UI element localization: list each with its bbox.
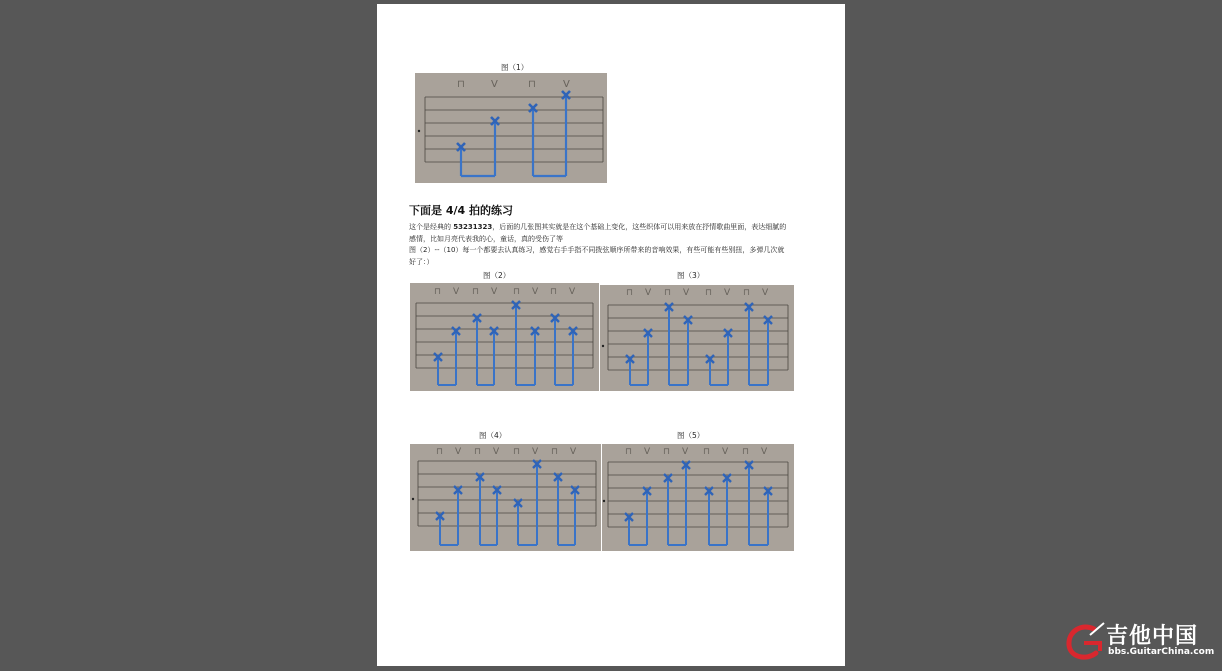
svg-text:V: V (682, 447, 689, 457)
figure-4-caption: 图（4） (479, 431, 507, 440)
svg-text:V: V (645, 288, 652, 298)
figure-3-caption: 图（3） (677, 271, 705, 280)
figure-2-tab (410, 283, 599, 391)
figure-1-tab (415, 73, 607, 183)
svg-text:⊓: ⊓ (742, 447, 750, 457)
svg-text:⊓: ⊓ (436, 447, 444, 457)
figure-2-image (410, 283, 599, 391)
figure-5-tab (602, 444, 794, 551)
paragraph-1 (409, 222, 789, 245)
svg-text:⊓: ⊓ (705, 288, 713, 298)
svg-text:⊓: ⊓ (625, 447, 633, 457)
svg-text:V: V (493, 447, 500, 457)
svg-text:V: V (644, 447, 651, 457)
section-heading: 下面是 4/4 拍的练习 (409, 204, 513, 217)
svg-text:⊓: ⊓ (703, 447, 711, 457)
svg-text:⊓: ⊓ (472, 287, 480, 297)
watermark-url: bbs.GuitarChina.com (1108, 647, 1215, 657)
svg-text:V: V (762, 288, 769, 298)
figure-5-image (602, 444, 794, 551)
svg-text:V: V (761, 447, 768, 457)
svg-text:⊓: ⊓ (663, 447, 671, 457)
svg-text:V: V (532, 287, 539, 297)
guitar-logo-icon (1064, 621, 1106, 661)
svg-text:V: V (722, 447, 729, 457)
figure-3-tab (600, 285, 794, 391)
figure-4-image (410, 444, 601, 551)
figure-5-caption: 图（5） (677, 431, 705, 440)
svg-text:V: V (532, 447, 539, 457)
paragraph-2: 图（2）--（10）每一个都要去认真练习，感觉右手手指不同拨弦顺序所带来的音响效果，有些可能有些别扭，多弹几次就好了：） (409, 246, 785, 266)
svg-text:⊓: ⊓ (434, 287, 442, 297)
figure-1-caption: 图（1） (501, 63, 529, 72)
svg-text:V: V (455, 447, 462, 457)
svg-text:V: V (569, 287, 576, 297)
svg-text:⊓: ⊓ (474, 447, 482, 457)
document-page (377, 4, 845, 666)
svg-text:V: V (491, 79, 498, 90)
paragraph-1-code: 53231323 (453, 223, 493, 231)
svg-text:⊓: ⊓ (743, 288, 751, 298)
svg-text:V: V (683, 288, 690, 298)
paragraph-1-rest: ，后面的几张图其实就是在这个基础上变化，这些织体可以用来放在抒情歌曲里面，表达细腻的感情，比如月亮代表我的心，童话，真的受伤了等 (409, 223, 787, 243)
svg-text:⊓: ⊓ (664, 288, 672, 298)
svg-text:V: V (491, 287, 498, 297)
svg-text:⊓: ⊓ (457, 79, 465, 90)
svg-text:⊓: ⊓ (551, 447, 559, 457)
svg-text:⊓: ⊓ (528, 79, 536, 90)
svg-text:V: V (563, 79, 570, 90)
paragraph-1-prefix: 这个是经典的 (409, 223, 454, 231)
figure-1-image (415, 73, 607, 183)
svg-text:⊓: ⊓ (513, 287, 521, 297)
svg-text:⊓: ⊓ (550, 287, 558, 297)
site-watermark (1064, 619, 1214, 661)
svg-text:⊓: ⊓ (626, 288, 634, 298)
watermark-title: 吉他中国 (1106, 624, 1199, 649)
svg-text:V: V (724, 288, 731, 298)
svg-text:⊓: ⊓ (513, 447, 521, 457)
figure-2-caption: 图（2） (483, 271, 511, 280)
svg-text:V: V (570, 447, 577, 457)
figure-4-tab (410, 444, 601, 551)
svg-text:V: V (453, 287, 460, 297)
figure-3-image (600, 285, 794, 391)
